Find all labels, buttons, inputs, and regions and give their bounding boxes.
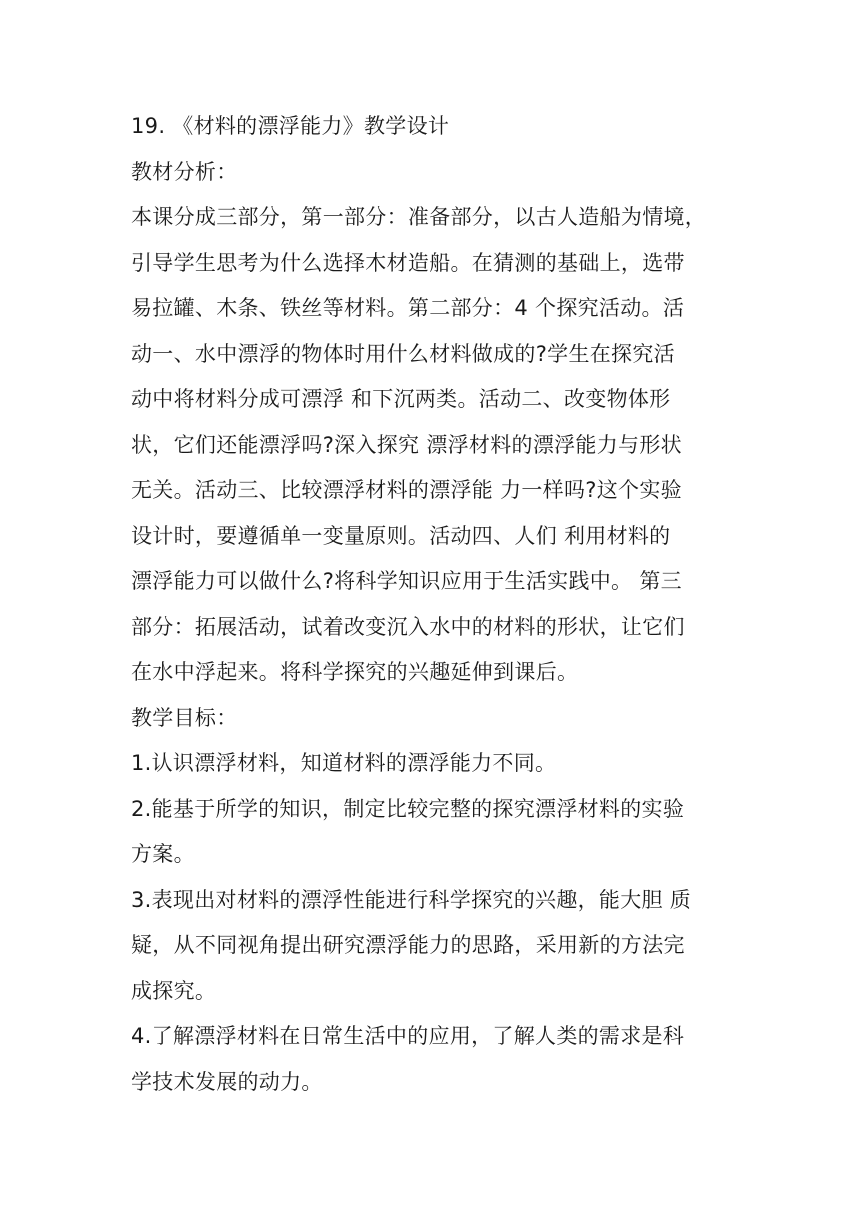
goal-line: 成探究。 bbox=[131, 978, 217, 1003]
analysis-line: 漂浮能力可以做什么?将科学知识应用于生活实践中。 第三 bbox=[131, 569, 682, 593]
analysis-line: 部分：拓展活动，试着改变沉入水中的材料的形状，让它们 bbox=[131, 614, 685, 639]
goal-line: 学技术发展的动力。 bbox=[131, 1069, 323, 1094]
analysis-heading: 教材分析： bbox=[131, 159, 238, 184]
goal-line: 1.认识漂浮材料，知道材料的漂浮能力不同。 bbox=[131, 751, 557, 775]
document-body bbox=[131, 104, 735, 1105]
analysis-line: 动一、水中漂浮的物体时用什么材料做成的?学生在探究活 bbox=[131, 341, 675, 366]
goals-heading: 教学目标： bbox=[131, 705, 238, 730]
goal-line: 疑，从不同视角提出研究漂浮能力的思路，采用新的方法完 bbox=[131, 933, 685, 957]
analysis-line: 在水中浮起来。将科学探究的兴趣延伸到课后。 bbox=[131, 660, 579, 684]
analysis-line: 引导学生思考为什么选择木材造船。在猜测的基础上，选带 bbox=[131, 250, 685, 275]
goal-line: 3.表现出对材料的漂浮性能进行科学探究的兴趣，能大胆 质 bbox=[131, 887, 692, 912]
goal-line: 2.能基于所学的知识，制定比较完整的探究漂浮材料的实验 bbox=[131, 796, 685, 821]
goal-line: 方案。 bbox=[131, 842, 195, 866]
goal-line: 4.了解漂浮材料在日常生活中的应用，了解人类的需求是科 bbox=[131, 1024, 685, 1048]
analysis-line: 易拉罐、木条、铁丝等材料。第二部分：4 个探究活动。活 bbox=[131, 296, 685, 320]
analysis-line: 本课分成三部分，第一部分：准备部分，以古人造船为情境， bbox=[131, 205, 707, 229]
analysis-line: 无关。活动三、比较漂浮材料的漂浮能 力一样吗?这个实验 bbox=[131, 478, 682, 502]
analysis-line: 动中将材料分成可漂浮 和下沉两类。活动二、改变物体形 bbox=[131, 387, 671, 411]
analysis-line: 状，它们还能漂浮吗?深入探究 漂浮材料的漂浮能力与形状 bbox=[131, 432, 682, 457]
analysis-line: 设计时，要遵循单一变量原则。活动四、人们 利用材料的 bbox=[131, 523, 671, 548]
document-title: 19. 《材料的漂浮能力》教学设计 bbox=[131, 114, 450, 138]
